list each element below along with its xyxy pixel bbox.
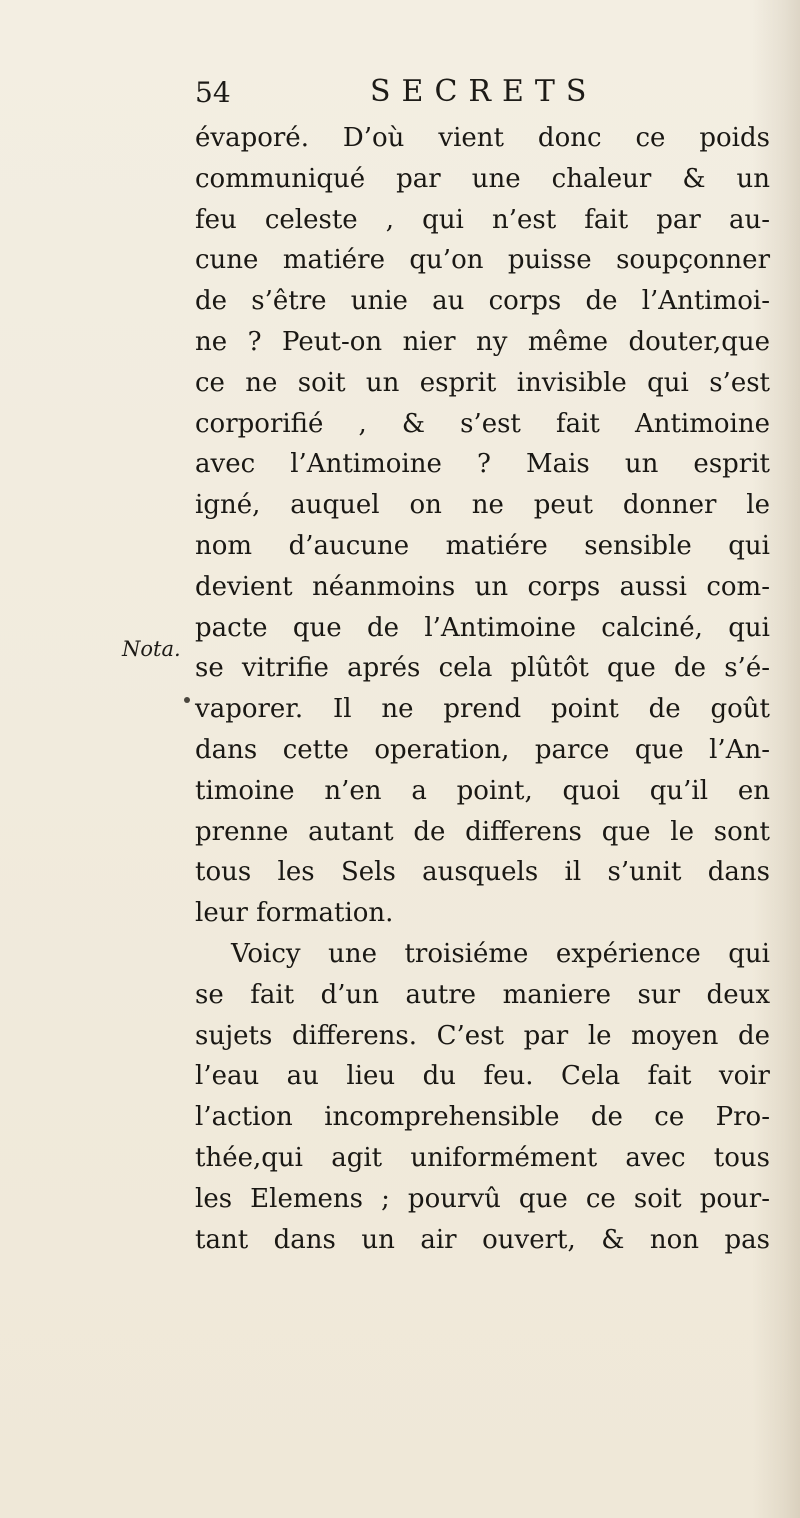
ink-speck	[184, 697, 190, 703]
margin-note: Nota.	[122, 637, 181, 661]
text-line: ce ne soit un esprit invisible qui s’est	[195, 367, 770, 398]
text-line: corporifié , & s’est fait Antimoine	[195, 408, 770, 439]
text-line: devient néanmoins un corps aussi com-	[195, 571, 770, 602]
text-line: thée,qui agit uniformément avec tous	[195, 1142, 770, 1173]
text-line: timoine n’en a point, quoi qu’il en	[195, 775, 770, 806]
page-number: 54	[195, 76, 231, 109]
text-line: feu celeste , qui n’est fait par au-	[195, 204, 770, 235]
text-line: les Elemens ; pourvû que ce soit pour-	[195, 1183, 770, 1214]
text-line: nom d’aucune matiére sensible qui	[195, 530, 770, 561]
text-line: tous les Sels ausquels il s’unit dans	[195, 857, 770, 888]
text-line: leur formation.	[195, 898, 394, 929]
text-line: l’action incomprehensible de ce Pro-	[195, 1102, 770, 1133]
text-line: vaporer. Il ne prend point de goût	[195, 694, 770, 725]
body-text	[195, 118, 775, 1260]
text-line: sujets differens. C’est par le moyen de	[195, 1020, 770, 1051]
text-line: tant dans un air ouvert, & non pas	[195, 1224, 770, 1255]
text-line: se vitrifie aprés cela plûtôt que de s’é-	[195, 653, 770, 684]
text-line: l’eau au lieu du feu. Cela fait voir	[195, 1061, 770, 1092]
text-line: pacte que de l’Antimoine calciné, qui	[195, 612, 770, 643]
text-line: igné, auquel on ne peut donner le	[195, 490, 770, 521]
running-title: SECRETS	[370, 74, 598, 109]
text-line: communiqué par une chaleur & un	[195, 163, 770, 194]
text-line: dans cette operation, parce que l’An-	[195, 734, 770, 765]
running-head	[195, 74, 715, 118]
text-line: cune matiére qu’on puisse soupçonner	[195, 245, 770, 276]
text-line: prenne autant de differens que le sont	[195, 816, 770, 847]
text-line: Voicy une troisiéme expérience qui	[231, 938, 770, 969]
text-line: évaporé. D’où vient donc ce poids	[195, 123, 770, 153]
text-line: avec l’Antimoine ? Mais un esprit	[195, 449, 770, 480]
text-line: de s’être unie au corps de l’Antimoi-	[195, 286, 770, 317]
text-line: se fait d’un autre maniere sur deux	[195, 979, 770, 1010]
text-line: ne ? Peut-on nier ny même douter,que	[195, 326, 770, 357]
